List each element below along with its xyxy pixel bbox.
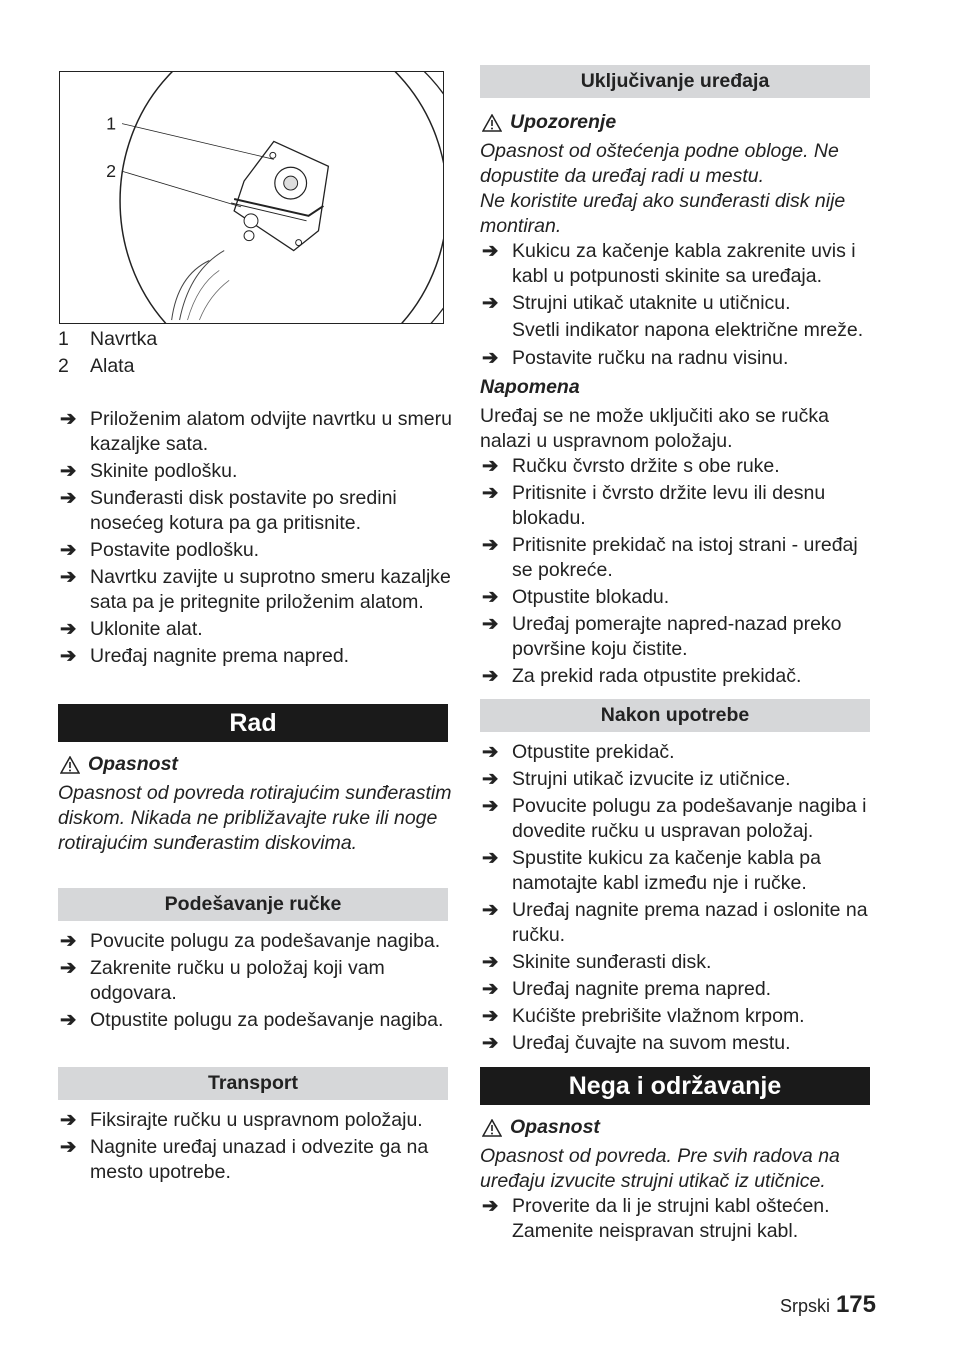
warning-label: Opasnost [510,1116,600,1138]
section-title-rad: Rad [58,704,448,742]
callout-2: 2 [106,161,117,182]
warning-label: Upozorenje [510,111,617,133]
transport-steps [58,1108,453,1185]
legend-number: 2 [58,355,69,377]
list-item-note: Svetli indikator napona električne mreže. [512,319,864,341]
list-item: ➔ Povucite polugu za podešavanje nagiba. [60,930,441,952]
disk-mounting-steps [58,407,453,669]
arrow-right-icon: ➔ [482,240,499,262]
list-item: ➔ Uređaj čuvajte na suvom mestu. [482,1032,791,1054]
list-item: ➔ Kućište prebrišite vlažnom krpom. [482,1005,805,1027]
arrow-right-icon: ➔ [60,1136,77,1158]
list-item: ➔ Ručku čvrsto držite s obe ruke. [482,455,780,477]
legend-number: 1 [58,328,69,350]
warning-text: Opasnost od povreda rotirajućim sunđerastim diskom. Nikada ne približavajte ruke ili noge rotirajućim sunđerastim diskovima. [58,782,452,854]
arrow-right-icon: ➔ [482,951,499,973]
list-item: ➔ Navrtku zavijte u suprotno smeru kazaljke sata pa je pritegnite priloženim alatom. [60,566,451,613]
list-item: ➔ Postavite ručku na radnu visinu. [482,347,789,369]
disk-mounting-figure [59,71,444,324]
list-item: ➔ Kukicu za kačenje kabla zakrenite uvis i kabl u potpunosti skinite sa uređaja. [482,240,856,287]
arrow-right-icon: ➔ [482,455,499,477]
warning-heading [60,752,178,777]
arrow-right-icon: ➔ [482,768,499,790]
list-item: ➔ Uklonite alat. [60,618,203,640]
arrow-right-icon: ➔ [482,292,499,314]
arrow-right-icon: ➔ [482,899,499,921]
section-title-nakon: Nakon upotrebe [480,699,870,732]
list-item: ➔ Fiksirajte ručku u uspravnom položaju. [60,1109,423,1131]
arrow-right-icon: ➔ [482,586,499,608]
list-item: ➔ Priloženim alatom odvijte navrtku u smeru kazaljke sata. [60,408,452,455]
list-item: ➔ Uređaj pomerajte napred-nazad preko površine koju čistite. [482,613,842,660]
list-item-note: Zamenite neispravan strujni kabl. [512,1220,799,1242]
arrow-right-icon: ➔ [60,566,77,588]
list-item: ➔ Strujni utikač utaknite u utičnicu. [482,292,791,314]
arrow-right-icon: ➔ [482,1195,499,1217]
legend-label: Alata [90,355,135,377]
arrow-right-icon: ➔ [482,534,499,556]
list-item: ➔ Pritisnite i čvrsto držite levu ili desnu blokadu. [482,482,826,529]
page-number: 175 [835,1291,876,1318]
arrow-right-icon: ➔ [482,482,499,504]
warning-heading [482,1115,600,1140]
warning-heading [482,110,616,135]
footer-language: Srpski [779,1296,830,1316]
switch-on-steps-c [480,454,880,689]
arrow-right-icon: ➔ [60,1009,77,1031]
maintenance-steps [480,1194,880,1244]
list-item: ➔ Otpustite blokadu. [482,586,670,608]
arrow-right-icon: ➔ [60,645,77,667]
warning-triangle-icon [60,756,80,774]
warning-text: Ne koristite uređaj ako sunđerasti disk nije montiran. [480,190,846,237]
legend-label: Navrtka [90,328,158,350]
arrow-right-icon: ➔ [60,487,77,509]
list-item: ➔ Zakrenite ručku u položaj koji vam odgovara. [60,957,385,1004]
note-label: Napomena [480,376,580,398]
section-title-ukljucivanje: Uključivanje uređaja [480,65,870,98]
note-text: Uređaj se ne može uključiti ako se ručka nalazi u uspravnom položaju. [480,405,829,452]
list-item: ➔ Skinite podlošku. [60,460,238,482]
list-item: ➔ Pritisnite prekidač na istoj strani - uređaj se pokreće. [482,534,858,581]
section-title-transport: Transport [58,1067,448,1100]
arrow-right-icon: ➔ [60,408,77,430]
warning-triangle-icon [482,114,502,132]
list-item: ➔ Skinite sunđerasti disk. [482,951,712,973]
arrow-right-icon: ➔ [482,978,499,1000]
arrow-right-icon: ➔ [60,539,77,561]
arrow-right-icon: ➔ [482,1005,499,1027]
disk-illustration [60,72,443,323]
list-item: ➔ Strujni utikač izvucite iz utičnice. [482,768,791,790]
arrow-right-icon: ➔ [482,665,499,687]
arrow-right-icon: ➔ [482,347,499,369]
list-item: ➔ Proverite da li je strujni kabl oštećen. [482,1195,830,1217]
list-item: ➔ Sunđerasti disk postavite po sredini nosećeg kotura pa ga pritisnite. [60,487,397,534]
arrow-right-icon: ➔ [482,613,499,635]
section-title-podesavanje: Podešavanje ručke [58,888,448,921]
arrow-right-icon: ➔ [482,1032,499,1054]
after-use-steps [480,740,880,1056]
arrow-right-icon: ➔ [482,741,499,763]
warning-text: Opasnost od povreda. Pre svih radova na uređaju izvucite strujni utikač iz utičnice. [480,1145,840,1192]
callout-1: 1 [106,113,117,134]
arrow-right-icon: ➔ [60,618,77,640]
arrow-right-icon: ➔ [482,795,499,817]
list-item: ➔ Povucite polugu za podešavanje nagiba i dovedite ručku u uspravan položaj. [482,795,867,842]
warning-label: Opasnost [88,753,178,775]
list-item: ➔ Otpustite polugu za podešavanje nagiba. [60,1009,444,1031]
legend-item [58,354,134,379]
handle-adjust-steps [58,929,458,1033]
arrow-right-icon: ➔ [482,847,499,869]
list-item: ➔ Uređaj nagnite prema nazad i oslonite na ručku. [482,899,868,946]
list-item: ➔ Otpustite prekidač. [482,741,675,763]
arrow-right-icon: ➔ [60,460,77,482]
switch-on-steps-a [480,239,880,371]
page-footer [780,1292,876,1319]
list-item: ➔ Spustite kukicu za kačenje kabla pa namotajte kabl između nje i ručke. [482,847,821,894]
list-item: ➔ Nagnite uređaj unazad i odvezite ga na mesto upotrebe. [60,1136,429,1183]
list-item: ➔ Za prekid rada otpustite prekidač. [482,665,802,687]
section-title-nega: Nega i održavanje [480,1067,870,1105]
list-item: ➔ Uređaj nagnite prema napred. [60,645,350,667]
warning-triangle-icon [482,1119,502,1137]
warning-text: Opasnost od oštećenja podne obloge. Ne dopustite da uređaj radi u mestu. [480,140,839,187]
arrow-right-icon: ➔ [60,930,77,952]
arrow-right-icon: ➔ [60,957,77,979]
list-item: ➔ Postavite podlošku. [60,539,260,561]
list-item: ➔ Uređaj nagnite prema napred. [482,978,772,1000]
legend-item [58,327,157,352]
arrow-right-icon: ➔ [60,1109,77,1131]
